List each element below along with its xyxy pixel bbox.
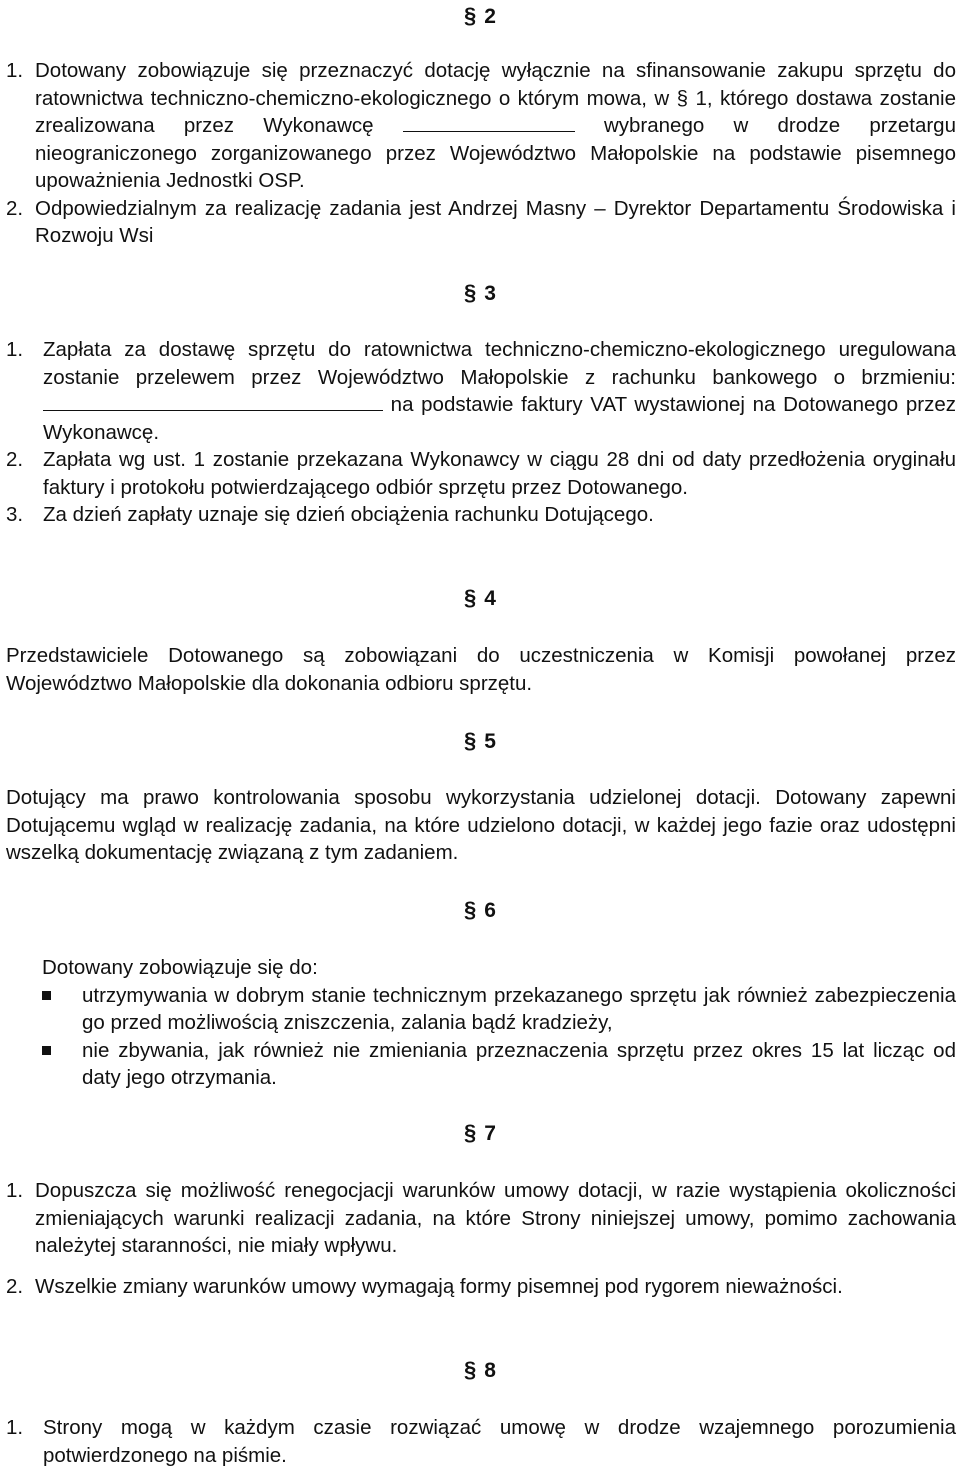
section-4-paragraph: Przedstawiciele Dotowanego są zobowiązani do uczestniczenia w Komisji powołanej przez Województwo Małopolskie dla dokonania odbioru sprzętu. [6,644,956,695]
item-text-part-b: wybranego w drodze przetargu nieograniczonego zorganizowanego przez Województwo Małopolskie na podstawie pisemnego upoważnienia Jednostki OSP. [35,114,956,192]
section-number: 6 [484,899,496,922]
bullet-item [42,1037,956,1092]
section-number: 7 [484,1122,496,1145]
contractor-blank-field [403,117,575,132]
bullet-text: nie zbywania, jak również nie zmieniania przeznaczenia sprzętu przez okres 15 lat licząc od daty jego otrzymania. [82,1038,956,1089]
item-text [43,336,956,446]
section-sign: § [464,1357,477,1382]
item-text: Strony mogą w każdym czasie rozwiązać umowę w drodze wzajemnego porozumienia potwierdzonego na piśmie. [43,1416,956,1467]
section-6-intro: Dotowany zobowiązuje się do: [42,956,318,979]
item-number: 3. [6,503,24,526]
item-number: 2. [6,1274,24,1298]
section-3-list [6,336,956,529]
item-text-part-a: Zapłata za dostawę sprzętu do ratownictwa techniczno-chemiczno-ekologicznego uregulowana zostanie przelewem przez Województwo Małopolskie z rachunku bankowego o brzmieniu: [43,338,956,389]
item-text: Odpowiedzialnym za realizację zadania jest Andrzej Masny – Dyrektor Departamentu Środowiska i Rozwoju Wsi [35,196,956,247]
item-text: Za dzień zapłaty uznaje się dzień obciążenia rachunku Dotującego. [43,503,654,526]
list-item [6,446,956,501]
section-sign: § [464,897,477,922]
section-number: 5 [484,730,496,753]
section-heading-7 [0,1119,960,1148]
section-7-list [6,1177,956,1300]
bullet-item [42,982,956,1037]
section-sign: § [464,1120,477,1145]
bullet-text: utrzymywania w dobrym stanie technicznym przekazanego sprzętu jak również zabezpieczenia go przed możliwością zniszczenia, zalania bądź kradzieży, [82,983,956,1034]
section-8-list [6,1414,956,1469]
bank-account-blank-field [43,396,383,411]
item-number: 1. [6,338,24,361]
list-item [6,1177,956,1260]
item-text-part-b: na podstawie faktury VAT wystawionej na Dotowanego przez Wykonawcę. [43,393,956,444]
section-sign: § [464,728,477,753]
section-heading-8 [0,1356,960,1385]
section-heading-6 [0,896,960,925]
section-heading-4 [0,584,960,613]
item-number: 2. [6,196,24,220]
item-text: Wszelkie zmiany warunków umowy wymagają formy pisemnej pod rygorem nieważności. [35,1274,843,1298]
list-item [6,501,956,529]
section-heading-2 [0,2,960,31]
section-sign: § [464,280,477,305]
section-heading-5 [0,727,960,756]
section-number: 2 [484,5,496,28]
list-item [6,1414,956,1469]
item-text: Dopuszcza się możliwość renegocjacji warunków umowy dotacji, w razie wystąpienia okoliczności zmieniających warunki realizacji zadania, na które Strony niniejszej umowy, pomimo zachowania należytej staranności, nie miały wpływu. [35,1179,956,1257]
list-item [6,1273,956,1301]
list-item [6,336,956,446]
list-item [6,195,956,250]
section-number: 8 [484,1359,496,1382]
item-number: 1. [6,1179,24,1202]
list-item [6,57,956,195]
item-number: 1. [6,59,24,82]
section-sign: § [464,585,477,610]
section-sign: § [464,3,477,28]
section-heading-3 [0,279,960,308]
item-number: 1. [6,1416,24,1439]
item-text-part-a: Dotowany zobowiązuje się przeznaczyć dotację wyłącznie na sfinansowanie zakupu sprzętu do ratownictwa techniczno-chemiczno-ekologicznego o którym mowa, w § 1, którego dostawa zostanie zrealizowana przez Wykonawcę [35,59,956,137]
square-bullet-icon [42,982,82,1037]
section-number: 4 [484,587,496,610]
item-text [35,57,956,195]
item-number: 2. [6,448,24,471]
section-6-content [42,954,956,1092]
section-number: 3 [484,282,496,305]
square-bullet-icon [42,1037,82,1092]
item-text: Zapłata wg ust. 1 zostanie przekazana Wykonawcy w ciągu 28 dni od daty przedłożenia oryginału faktury i protokołu potwierdzającego odbiór sprzętu przez Dotowanego. [43,448,956,499]
section-2-list [6,57,956,250]
section-5-paragraph: Dotujący ma prawo kontrolowania sposobu wykorzystania udzielonej dotacji. Dotowany zapewni Dotującemu wgląd w realizację zadania, na które udzielono dotacji, w każdej jego fazie oraz udostępni wszelką dokumentację związaną z tym zadaniem. [6,786,956,864]
